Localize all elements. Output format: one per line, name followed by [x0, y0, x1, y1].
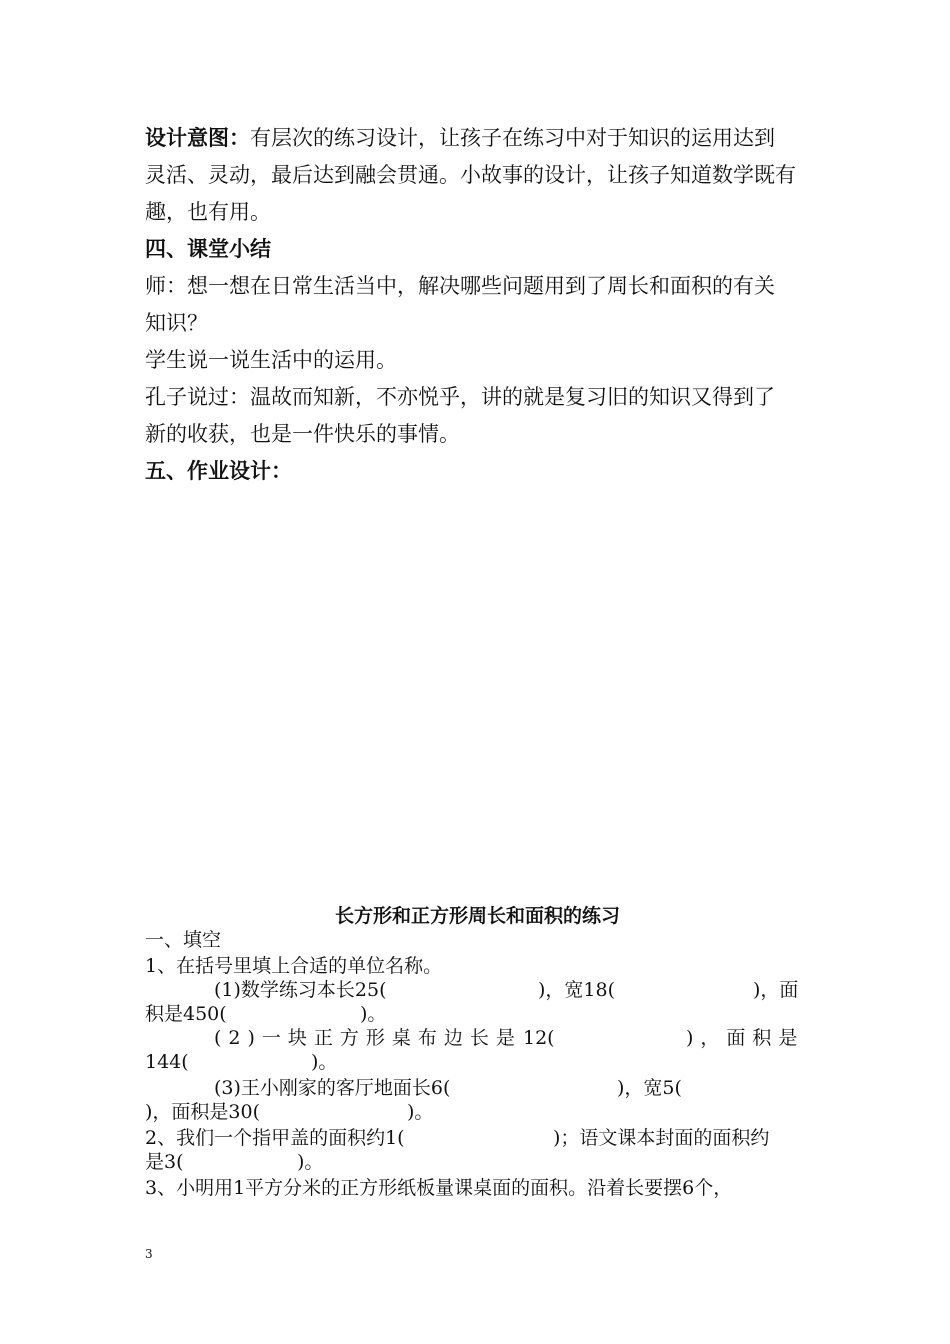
- teacher-question-line-1: 师：想一想在日常生活当中，解决哪些问题用到了周长和面积的有关: [145, 274, 775, 298]
- question-1: 1、在括号里填上合适的单位名称。: [145, 955, 443, 977]
- question-3: 3、小明用1平方分米的正方形纸板量课桌面的面积。沿着长要摆6个，: [145, 1177, 733, 1199]
- q1-1-area-end: )。: [360, 1003, 387, 1025]
- q1-2-area-end: )。: [311, 1051, 338, 1073]
- confucius-quote-line-2: 新的收获，也是一件快乐的事情。: [145, 422, 460, 446]
- page-number: 3: [145, 1247, 153, 1261]
- q1-2-area: 144(: [145, 1051, 189, 1073]
- q1-1-area: 积是450(: [145, 1003, 227, 1025]
- q1-3-width: )，宽5(: [617, 1077, 682, 1099]
- question-2-cont: )；语文课本封面的面积约: [553, 1127, 770, 1149]
- design-intent-label: 设计意图：: [145, 125, 250, 150]
- question-2: 2、我们一个指甲盖的面积约1(: [145, 1127, 405, 1149]
- heading-class-summary: 四、课堂小结: [145, 236, 271, 261]
- q1-1-area-start: )，面: [753, 979, 799, 1001]
- q1-3-length: (3)王小刚家的客厅地面长6(: [214, 1077, 451, 1099]
- exercise-title: 长方形和正方形周长和面积的练习: [334, 905, 620, 927]
- teacher-question-line-2: 知识？: [145, 311, 208, 335]
- design-intent-line-3: 趣，也有用。: [145, 200, 271, 224]
- q1-1-width: )，宽18(: [538, 979, 616, 1001]
- confucius-quote-line-1: 孔子说过：温故而知新，不亦悦乎，讲的就是复习旧的知识又得到了: [145, 385, 775, 409]
- question-2-end: )。: [297, 1151, 324, 1173]
- q1-2-side-value: 12(: [523, 1027, 555, 1049]
- q1-3-area: )，面积是30(: [145, 1101, 261, 1123]
- q1-3-area-end: )。: [407, 1101, 434, 1123]
- q1-1-length: (1)数学练习本长25(: [214, 979, 387, 1001]
- heading-homework: 五、作业设计：: [145, 458, 292, 483]
- q1-2-area-start: )，面积是: [686, 1027, 805, 1049]
- part-fill-blanks: 一、填空: [145, 929, 222, 951]
- q1-2-side: (2)一块正方形桌布边长是: [214, 1027, 522, 1049]
- design-intent-line-2: 灵活、灵动，最后达到融会贯通。小故事的设计，让孩子知道数学既有: [145, 163, 796, 187]
- student-activity: 学生说一说生活中的运用。: [145, 348, 397, 372]
- question-2-line-2: 是3(: [145, 1151, 184, 1173]
- design-intent-line-1: 设计意图：有层次的练习设计，让孩子在练习中对于知识的运用达到: [145, 125, 775, 150]
